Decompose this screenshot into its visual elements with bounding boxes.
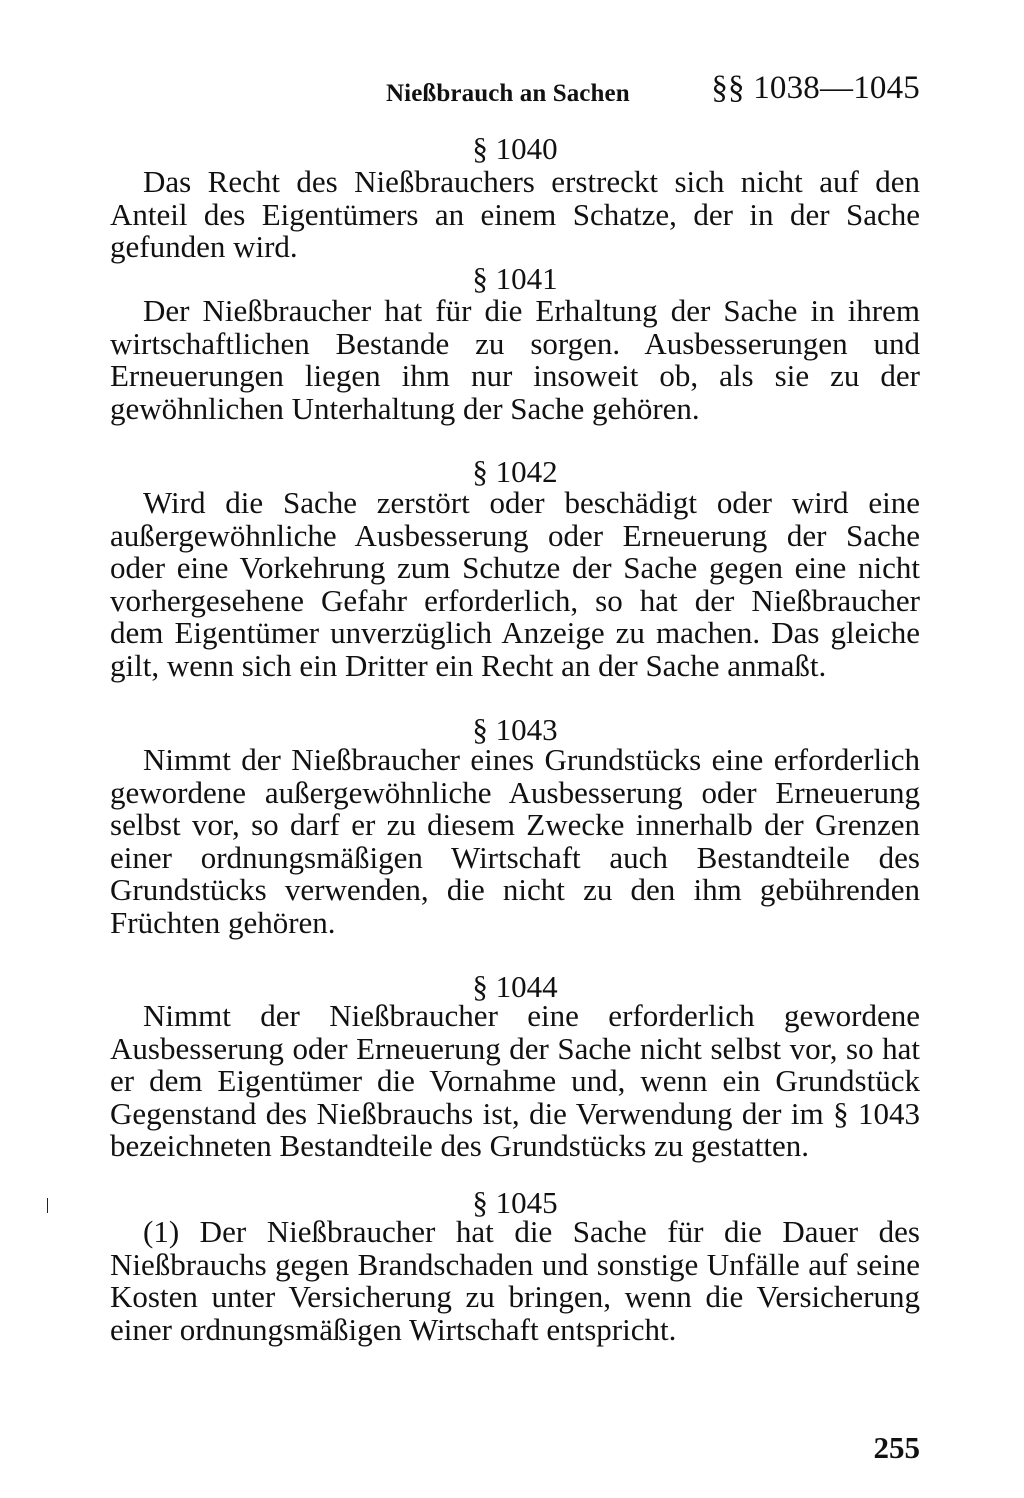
section-1043-heading: § 1043 [472,712,558,747]
margin-mark [47,1198,48,1213]
section-1042-heading: § 1042 [472,454,558,489]
section-1041-heading: § 1041 [472,261,558,296]
section-1040-text: Das Recht des Nießbrauchers erstreckt sich nicht auf den Anteil des Eigentümers an einem Schatze, der in der Sache gefunden wird. [110,164,920,265]
section-1044-heading: § 1044 [472,969,558,1004]
document-page [110,66,920,1466]
page-number: 255 [873,1430,920,1465]
section-1045-heading: § 1045 [472,1185,558,1220]
running-header [110,66,920,110]
section-1040-heading: § 1040 [472,131,558,166]
section-1045-text: (1) Der Nießbraucher hat die Sache für die Dauer des Nießbrauchs gegen Brandschaden und sonstige Unfälle auf seine Kosten unter Versicherung zu bringen, wenn die Versicherung einer ordnungsmäßigen Wirtschaft entspricht. [110,1214,920,1347]
section-1043-text: Nimmt der Nießbraucher eines Grundstücks eine erforderlich gewordene außergewöhnliche Ausbesserung oder Erneuerung selbst vor, so darf er zu diesem Zwecke innerhalb der Grenzen einer ordnungsmäßigen Wirtschaft auch Bestandteile des Grundstücks verwenden, die nicht zu den ihm gebührenden Früchten gehören. [110,742,920,940]
section-1042-text: Wird die Sache zerstört oder beschädigt oder wird eine außergewöhnliche Ausbesserung oder Erneuerung der Sache oder eine Vorkehrung zum Schutze der Sache gegen eine nicht vorhergesehene Gefahr erforderlich, so hat der Nießbraucher dem Eigentümer unverzüglich Anzeige zu machen. Das gleiche gilt, wenn sich ein Dritter ein Recht an der Sache anmaßt. [110,485,920,683]
running-title: Nießbrauch an Sachen [386,80,630,107]
section-1044-text: Nimmt der Nießbraucher eine erforderlich gewordene Ausbesserung oder Erneuerung der Sache nicht selbst vor, so hat er dem Eigentümer die Vornahme und, wenn ein Grundstück Gegenstand des Nießbrauchs ist, die Verwendung der im § 1043 bezeichneten Bestandteile des Grundstücks zu gestatten. [110,998,920,1164]
section-1041-text: Der Nießbraucher hat für die Erhaltung der Sache in ihrem wirtschaftlichen Bestande zu sorgen. Ausbesserungen und Erneuerungen liegen ihm nur insoweit ob, als sie zu der gewöhnlichen Unterhaltung der Sache gehören. [110,293,920,426]
section-range: §§ 1038—1045 [711,70,920,106]
